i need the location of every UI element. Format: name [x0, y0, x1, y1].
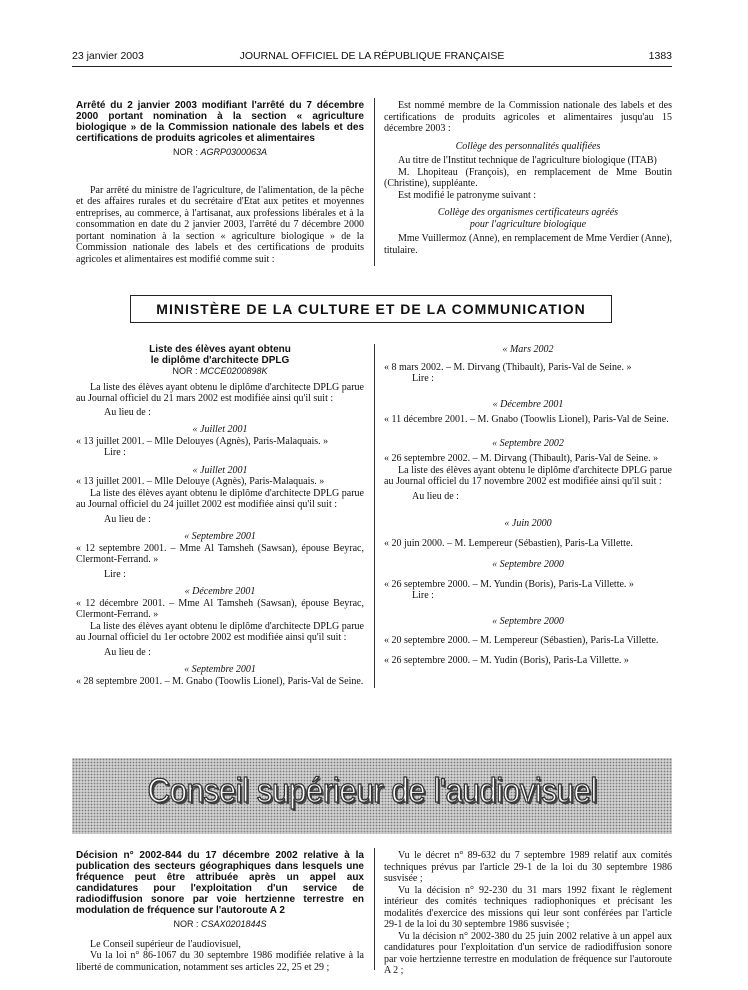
arrete-body: Par arrêté du ministre de l'agriculture, de l'alimentation, de la pêche et des affaires rurales et du secrétaire d'Etat aux petites et moyennes entreprises, au commerce, à l'artisanat, aux professions libérales et à la consommation en date du 2 janvier 2003, l'arrêté du 7 décembre 2000 portant nomination à la section « agriculture biologique » de la Commission nationale des labels et des certifications de produits agricoles et alimentaires est modifié comme suit :: [76, 184, 364, 265]
column-divider: [374, 344, 375, 688]
decision-paragraph: Le Conseil supérieur de l'audiovisuel,: [90, 938, 241, 950]
liste-month-heading: « Septembre 2002: [492, 437, 564, 449]
liste-month-heading: « Septembre 2001: [184, 531, 256, 542]
liste-left-column: [76, 344, 364, 687]
liste-paragraph: La liste des élèves ayant obtenu le diplôme d'architecte DPLG parue au Journal officiel du 1er octobre 2002 est modifiée ainsi qu'il suit :: [76, 620, 364, 643]
liste-title-line1: Liste des élèves ayant obtenu: [149, 344, 291, 355]
header-date: 23 janvier 2003: [72, 50, 144, 62]
arrete-nor: NOR : AGRP0300063A: [172, 147, 268, 157]
csa-banner: [72, 758, 672, 834]
liste-au-lieu-de: Au lieu de :: [412, 490, 459, 502]
decision-left-column: [76, 850, 364, 973]
liste-lire: Lire :: [104, 568, 126, 580]
liste-au-lieu-de: Au lieu de :: [104, 646, 151, 658]
liste-paragraph: La liste des élèves ayant obtenu le diplôme d'architecte DPLG parue au Journal officiel du 24 juillet 2002 est modifiée ainsi qu'il suit :: [76, 487, 364, 510]
header-journal-title: JOURNAL OFFICIEL DE LA RÉPUBLIQUE FRANÇAISE: [239, 50, 505, 62]
liste-entry: « 26 septembre 2000. – M. Yudin (Boris), Paris-La Villette. »: [384, 654, 629, 666]
liste-lire: Lire :: [104, 447, 126, 458]
arrete-right-column: [384, 100, 672, 256]
column-divider: [374, 848, 375, 970]
csa-banner-title: Conseil supérieur de l'audiovisuel: [147, 772, 597, 810]
arrete-organismes-heading: Collège des organismes certificateurs agréés: [437, 207, 619, 218]
arrete-modified-text: Est modifié le patronyme suivant :: [398, 189, 537, 201]
arrete-member-text: M. Lhopiteau (François), en remplacement de Mme Boutin (Christine), suppléante.: [384, 166, 672, 189]
liste-month-heading: « Juillet 2001: [192, 424, 248, 435]
arrete-title: Arrêté du 2 janvier 2003 modifiant l'arrêté du 7 décembre 2000 portant nomination à la section « agriculture biologique » de la Commission nationale des labels et des certifications de produits agricoles et alimentaires: [76, 100, 364, 144]
liste-month-heading: « Septembre 2000: [492, 559, 564, 570]
arrete-organismes-subheading: pour l'agriculture biologique: [469, 218, 587, 230]
liste-entry: « 11 décembre 2001. – M. Gnabo (Toowlis Lionel), Paris-Val de Seine.: [384, 414, 669, 425]
liste-entry: « 13 juillet 2001. – Mlle Delouye (Agnès), Paris-Malaquais. »: [76, 476, 325, 487]
arrete-itab-text: Au titre de l'Institut technique de l'agriculture biologique (ITAB): [398, 155, 657, 166]
liste-entry: « 26 septembre 2000. – M. Yundin (Boris), Paris-La Villette. »: [384, 578, 634, 590]
liste-lire: Lire :: [412, 590, 434, 601]
decision-right-column: [384, 850, 672, 977]
arrete-nomination-text: Est nommé membre de la Commission nationale des labels et des certifications de produits agricoles et alimentaires jusqu'au 15 décembre 2003 :: [384, 100, 672, 134]
liste-right-column: [384, 344, 672, 666]
liste-month-heading: « Décembre 2001: [492, 398, 564, 410]
decision-paragraph: Vu la décision n° 2002-380 du 25 juin 2002 relative à un appel aux candidatures pour l'exploitation d'un service de radiodiffusion sonore par voie hertzienne terrestre en modulation de fréquence sur l'autoroute A 2 ;: [384, 930, 672, 976]
liste-entry: « 20 juin 2000. – M. Lempereur (Sébastien), Paris-La Villette.: [384, 537, 633, 549]
arrete-college-heading: Collège des personnalités qualifiées: [455, 140, 601, 152]
liste-month-heading: « Mars 2002: [502, 344, 554, 355]
liste-lire: Lire :: [412, 373, 434, 384]
header-page-number: 1383: [648, 50, 672, 62]
decision-paragraph: Vu la décision n° 92-230 du 31 mars 1992 fixant le règlement intérieur des comités techniques radiophoniques et précisant les modalités d'exercice des missions qui leur sont conférées par l'article 29-1 de la loi du 30 septembre 1986 susvisée ;: [384, 884, 672, 930]
liste-entry: « 12 septembre 2001. – Mme Al Tamsheh (Sawsan), épouse Beyrac, Clermont-Ferrand. »: [76, 542, 364, 565]
liste-month-heading: « Septembre 2000: [492, 615, 564, 627]
header-rule: [72, 66, 672, 67]
decision-paragraph: Vu le décret n° 89-632 du 7 septembre 1989 relatif aux comités techniques prévus par l'article 29-1 de la loi du 30 septembre 1986 susvisée ;: [384, 850, 672, 884]
liste-month-heading: « Juin 2000: [504, 518, 552, 529]
liste-paragraph: La liste des élèves ayant obtenu le diplôme d'architecte DPLG parue au Journal officiel du 17 novembre 2002 est modifiée ainsi qu'il suit :: [384, 464, 672, 487]
liste-month-heading: « Décembre 2001: [184, 586, 256, 597]
liste-au-lieu-de: Au lieu de :: [104, 406, 151, 418]
decision-nor: NOR : CSAX0201844S: [173, 919, 267, 929]
liste-entry: « 28 septembre 2001. – M. Gnabo (Toowlis Lionel), Paris-Val de Seine.: [76, 675, 364, 687]
liste-au-lieu-de: Au lieu de :: [104, 513, 151, 525]
liste-title-line2: le diplôme d'architecte DPLG: [150, 355, 290, 366]
arrete-nor-code: AGRP0300063A: [200, 147, 268, 157]
arrete-left-column: [76, 100, 364, 265]
liste-nor-code: MCCE0200898K: [199, 366, 268, 376]
decision-title: Décision n° 2002-844 du 17 décembre 2002 relative à la publication des secteurs géographiques dans lesquels une fréquence peut être attribuée après un appel aux candidatures pour l'exploitation d'un service de radiodiffusion sonore par voie hertzienne terrestre en modulation de fréquence sur l'autoroute A 2: [76, 850, 364, 916]
liste-entry: « 26 septembre 2002. – M. Dirvang (Thibault), Paris-Val de Seine. »: [384, 453, 659, 464]
arrete-titulaire-text: Mme Vuillermoz (Anne), en remplacement de Mme Verdier (Anne), titulaire.: [384, 233, 672, 256]
liste-entry: « 8 mars 2002. – M. Dirvang (Thibault), Paris-Val de Seine. »: [384, 361, 632, 373]
liste-nor: NOR : MCCE0200898K: [172, 366, 268, 376]
ministry-banner: MINISTÈRE DE LA CULTURE ET DE LA COMMUNICATION: [130, 295, 612, 323]
liste-paragraph: La liste des élèves ayant obtenu le diplôme d'architecte DPLG parue au Journal officiel du 21 mars 2002 est modifiée ainsi qu'il suit :: [76, 381, 364, 404]
liste-entry: « 20 septembre 2000. – M. Lempereur (Sébastien), Paris-La Villette.: [384, 635, 659, 646]
decision-nor-code: CSAX0201844S: [200, 919, 267, 929]
decision-paragraph: Vu la loi n° 86-1067 du 30 septembre 1986 modifiée relative à la liberté de communication, notamment ses articles 22, 25 et 29 ;: [76, 950, 364, 973]
liste-month-heading: « Juillet 2001: [192, 464, 248, 476]
page-header: [72, 50, 672, 66]
liste-entry: « 13 juillet 2001. – Mlle Delouyes (Agnès), Paris-Malaquais. »: [76, 435, 329, 447]
liste-entry: « 12 décembre 2001. – Mme Al Tamsheh (Sawsan), épouse Beyrac, Clermont-Ferrand. »: [76, 597, 364, 620]
column-divider: [374, 98, 375, 266]
liste-month-heading: « Septembre 2001: [184, 664, 256, 675]
